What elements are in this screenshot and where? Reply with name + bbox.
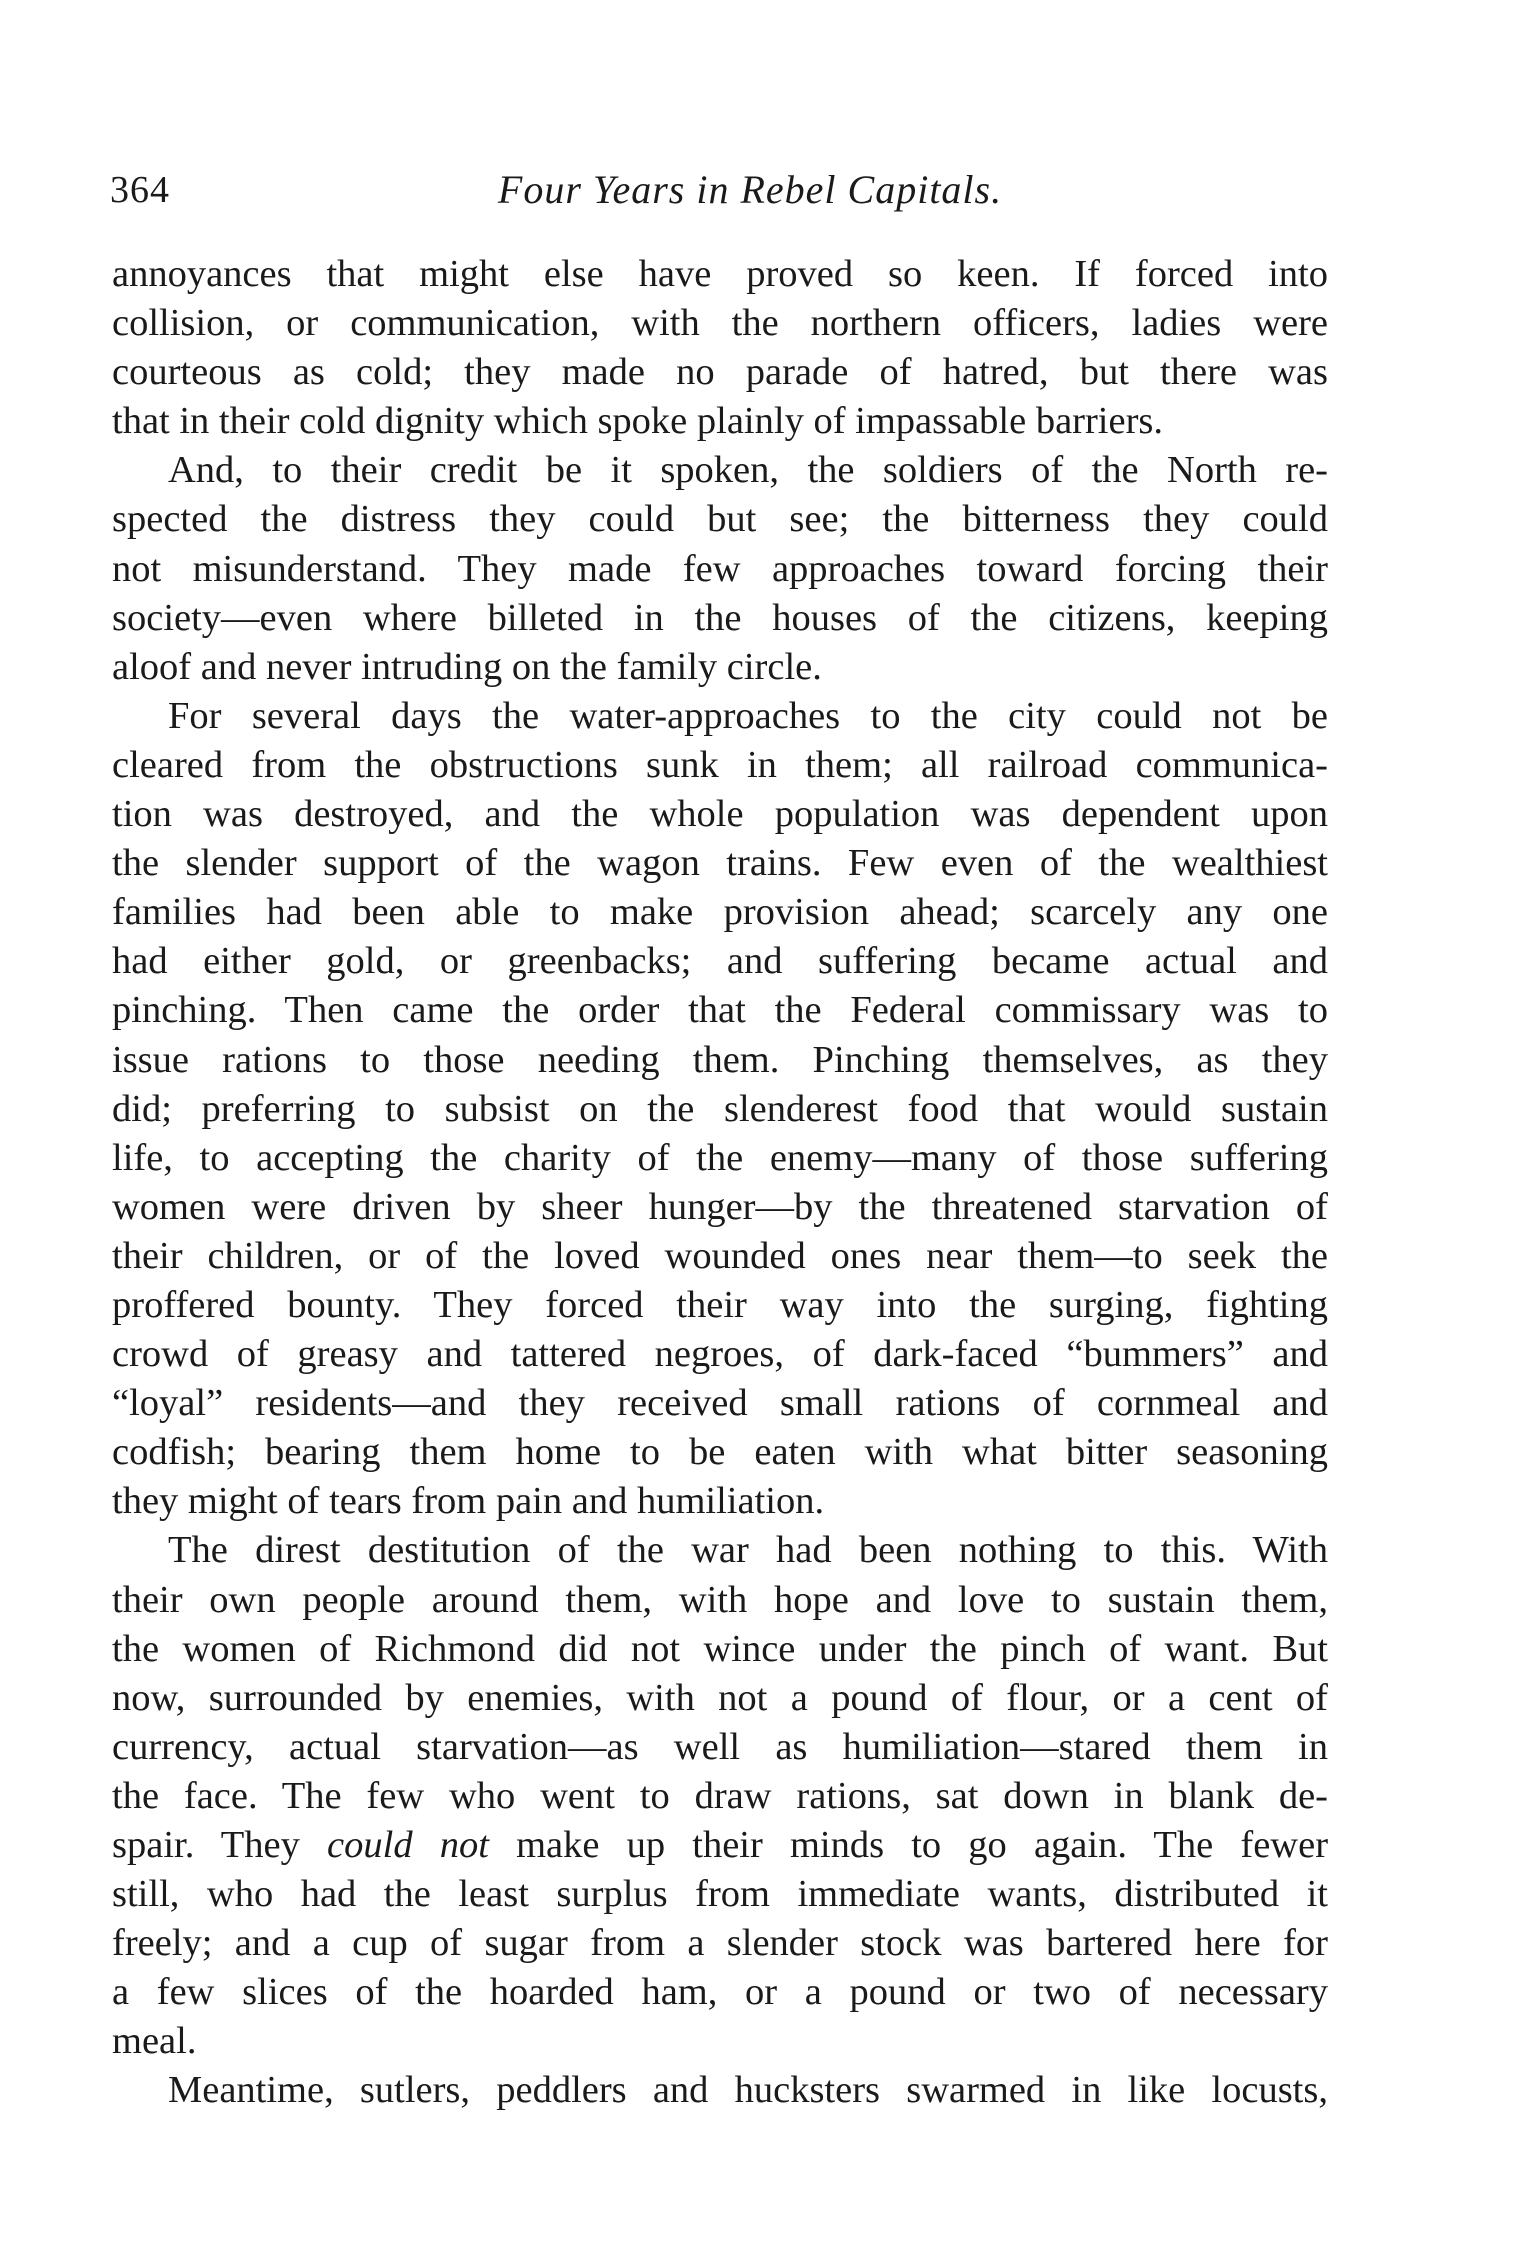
text-line: aloof and never intruding on the family circle.: [112, 645, 822, 688]
text-line: courteous as cold; they made no parade of hatred, but there was: [112, 351, 1328, 394]
text-line: the women of Richmond did not wince under the pinch of want. But: [112, 1627, 1328, 1670]
text-line: collision, or communication, with the northern officers, ladies were: [112, 302, 1328, 345]
text-line: had either gold, or greenbacks; and suffering became actual and: [112, 940, 1328, 983]
text-line: annoyances that might else have proved so keen. If forced into: [112, 253, 1328, 295]
text-line: “loyal” residents—and they received small rations of cornmeal and: [112, 1382, 1328, 1425]
body-text: [112, 250, 1328, 2116]
text-line: the slender support of the wagon trains. Few even of the wealthiest: [112, 842, 1328, 885]
text-line: now, surrounded by enemies, with not a pound of flour, or a cent of: [112, 1676, 1328, 1719]
text-segment: make up their minds to go again. The fewer: [488, 1824, 1329, 1866]
text-line: codfish; bearing them home to be eaten with what bitter seasoning: [112, 1431, 1328, 1474]
text-line: still, who had the least surplus from immediate wants, distributed it: [112, 1873, 1328, 1916]
text-line: And, to their credit be it spoken, the soldiers of the North re-: [168, 449, 1328, 492]
text-line: issue rations to those needing them. Pinching themselves, as they: [112, 1038, 1328, 1081]
italic-emphasis: could not: [327, 1824, 489, 1866]
text-line: [112, 1821, 1328, 1870]
text-line: For several days the water-approaches to the city could not be: [168, 694, 1328, 737]
text-line: the face. The few who went to draw rations, sat down in blank de-: [112, 1774, 1328, 1817]
text-line: their children, or of the loved wounded ones near them—to seek the: [112, 1234, 1328, 1277]
text-line: not misunderstand. They made few approaches toward forcing their: [112, 547, 1328, 590]
text-line: crowd of greasy and tattered negroes, of dark-faced “bummers” and: [112, 1333, 1328, 1376]
text-line: that in their cold dignity which spoke plainly of impassable barriers.: [112, 400, 1164, 443]
text-line: spected the distress they could but see; the bitterness they could: [112, 498, 1328, 541]
page-header: [110, 160, 1330, 220]
page-number: 364: [110, 169, 170, 211]
running-title: Four Years in Rebel Capitals.: [497, 167, 1003, 212]
text-line: their own people around them, with hope and love to sustain them,: [112, 1578, 1328, 1621]
text-line: meal.: [112, 2020, 197, 2063]
text-line: cleared from the obstructions sunk in them; all railroad communica-: [112, 743, 1328, 786]
text-line: they might of tears from pain and humiliation.: [112, 1480, 825, 1523]
text-segment: spair. They: [112, 1824, 328, 1866]
text-line: proffered bounty. They forced their way into the surging, fighting: [112, 1283, 1328, 1326]
text-line: pinching. Then came the order that the Federal commissary was to: [112, 989, 1328, 1032]
text-line: society—even where billeted in the houses of the citizens, keeping: [112, 596, 1328, 639]
text-line: freely; and a cup of sugar from a slender stock was bartered here for: [112, 1922, 1328, 1965]
text-line: a few slices of the hoarded ham, or a pound or two of necessary: [112, 1971, 1328, 2014]
text-line: Meantime, sutlers, peddlers and hucksters swarmed in like locusts,: [168, 2069, 1328, 2112]
text-line: tion was destroyed, and the whole population was dependent upon: [112, 793, 1328, 836]
text-line: did; preferring to subsist on the slenderest food that would sustain: [112, 1087, 1328, 1130]
text-line: The direst destitution of the war had been nothing to this. With: [168, 1529, 1328, 1572]
text-line: families had been able to make provision ahead; scarcely any one: [112, 891, 1328, 934]
text-line: currency, actual starvation—as well as humiliation—stared them in: [112, 1725, 1328, 1768]
text-line: women were driven by sheer hunger—by the threatened starvation of: [112, 1185, 1328, 1228]
text-line: life, to accepting the charity of the enemy—many of those suffering: [112, 1136, 1328, 1179]
